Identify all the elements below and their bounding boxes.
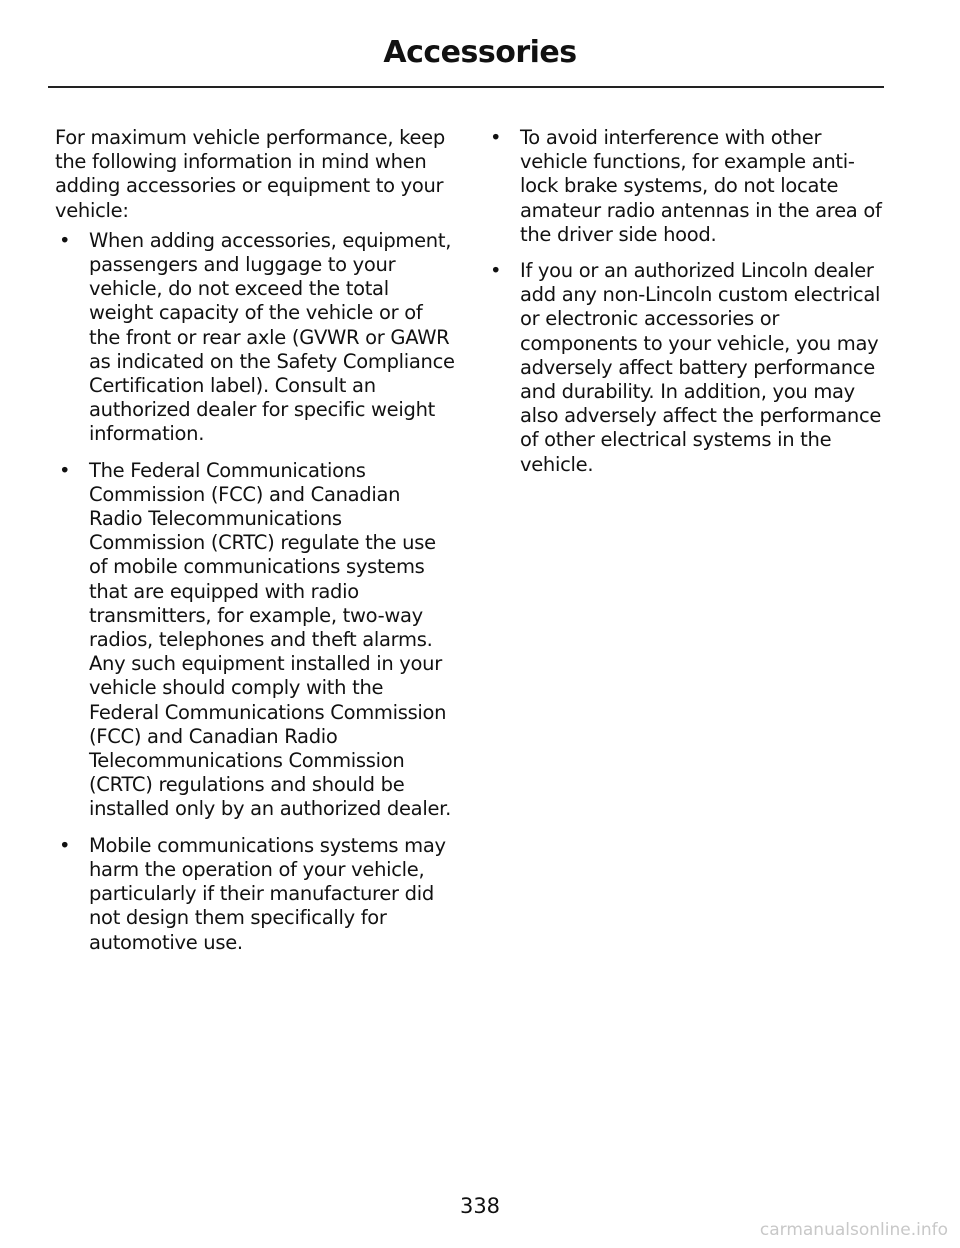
bullet-marker: • (490, 259, 502, 283)
intro-paragraph: For maximum vehicle performance, keep the following information in mind when adding accessories or equipment to your vehicle: (55, 126, 445, 222)
list-item-text: If you or an authorized Lincoln dealer add any non-Lincoln custom electrical or electronic accessories or components to your vehicle, you may adversely affect battery performance and durability. In addition, you may also adversely affect the performance of other electrical systems in the vehicle. (520, 259, 882, 476)
list-item-text: The Federal Communications Commission (FCC) and Canadian Radio Telecommunications Commission (CRTC) regulate the use of mobile communications systems that are equipped with radio transmitters, for example, two-way radios, telephones and theft alarms. Any such equipment installed in your vehicle should comply with the Federal Communications Commission (FCC) and Canadian Radio Telecommunications Commission (CRTC) regulations and should be installed only by an authorized dealer. (89, 458, 451, 821)
right-bullet-list (486, 126, 886, 477)
list-item (486, 126, 886, 247)
bullet-marker: • (490, 126, 502, 149)
bullet-marker: • (59, 833, 71, 857)
page-title: Accessories (383, 35, 577, 70)
list-item-text: To avoid interference with other vehicle functions, for example anti-lock brake systems, do not locate amateur radio antennas in the area of the driver side hood. (520, 126, 882, 246)
title-divider (48, 86, 884, 88)
page-number: 338 (459, 1194, 501, 1218)
bullet-marker: • (59, 458, 71, 482)
left-column (55, 126, 455, 967)
right-column (486, 126, 886, 489)
list-item (486, 259, 886, 477)
bullet-marker: • (59, 228, 71, 252)
list-item (55, 459, 455, 822)
list-item (55, 834, 455, 955)
footer-watermark: carmanualsonline.info (759, 1220, 948, 1240)
list-item (55, 229, 455, 447)
list-item-text: Mobile communications systems may harm the operation of your vehicle, particularly if their manufacturer did not design them specifically for automotive use. (89, 833, 446, 954)
left-bullet-list (55, 229, 455, 955)
list-item-text: When adding accessories, equipment, passengers and luggage to your vehicle, do not exceed the total weight capacity of the vehicle or of the front or rear axle (GVWR or GAWR as indicated on the Safety Compliance Certification label). Consult an authorized dealer for specific weight information. (89, 228, 455, 446)
